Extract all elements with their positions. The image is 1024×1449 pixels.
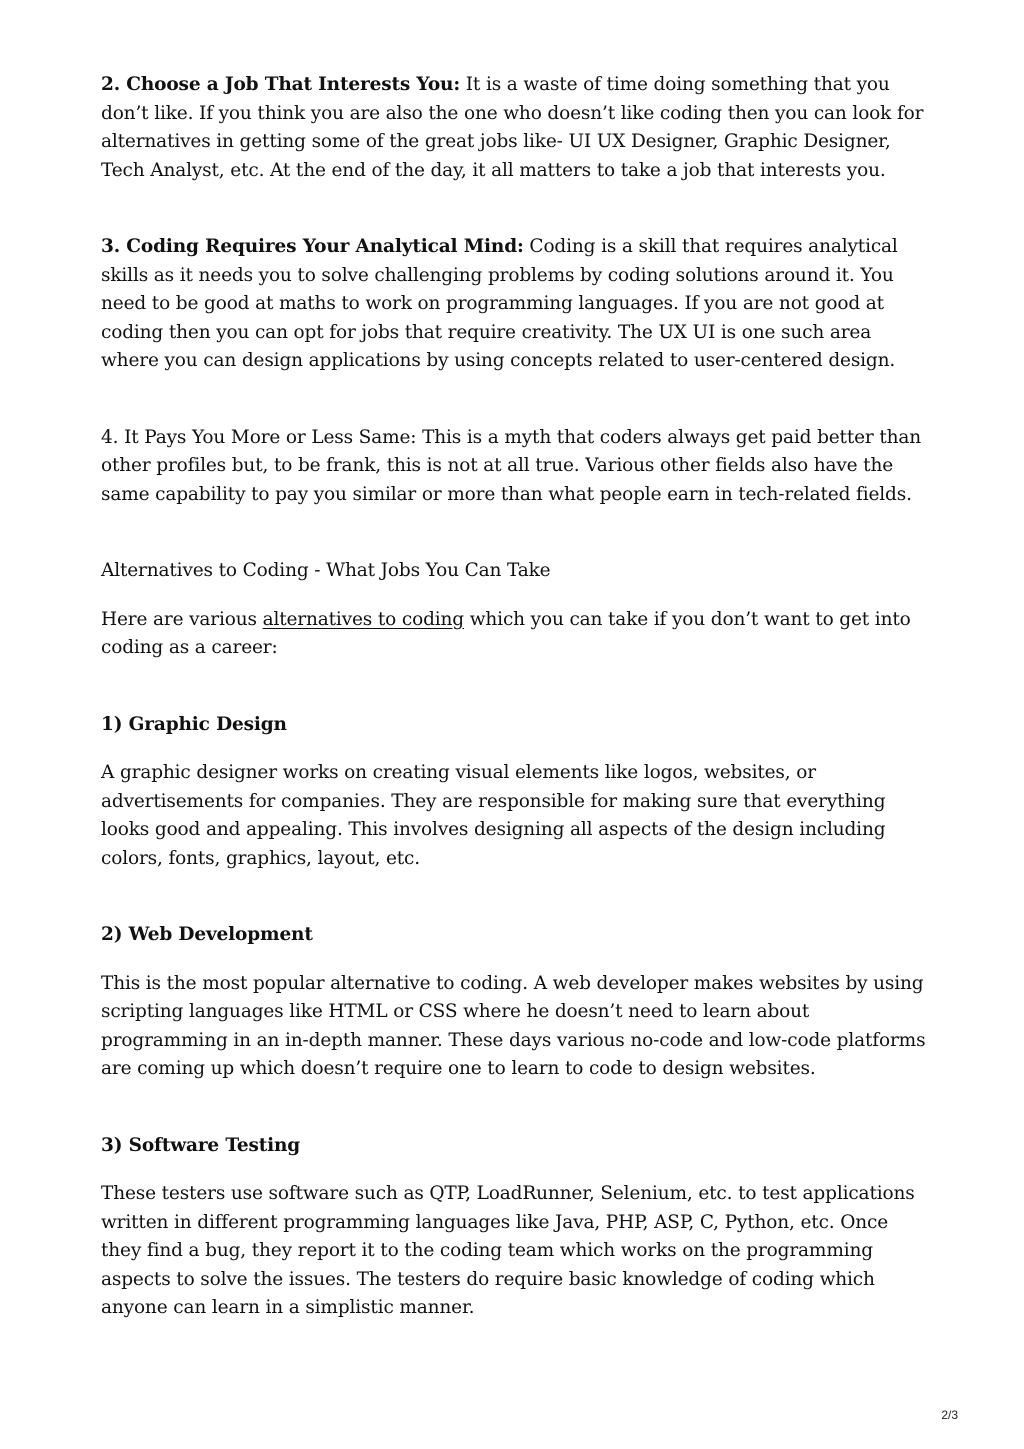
- section-software-testing-title: 3) Software Testing: [101, 1134, 301, 1156]
- intro-before: Here are various: [101, 608, 263, 630]
- alternatives-heading: Alternatives to Coding - What Jobs You Can Take: [101, 560, 551, 581]
- section-software-testing-body: These testers use software such as QTP, LoadRunner, Selenium, etc. to test applications written in different programming languages like Java, PHP, ASP, C, Python, etc. Once they find a bug, they report it to the coding team which works on the programming aspects to solve the issues. The testers do require basic knowledge of coding which anyone can learn in a simplistic manner.: [101, 1183, 915, 1318]
- point-3-body: Coding is a skill that requires analytical skills as it needs you to solve challenging problems by coding solutions around it. You need to be good at maths to work on programming languages. If you are not good at coding then you can opt for jobs that require creativity. The UX UI is one such area where you can design applications by using concepts related to user-centered design.: [101, 236, 898, 371]
- document-page: [101, 71, 931, 1323]
- point-2-body: It is a waste of time doing something that you don’t like. If you think you are also the one who doesn’t like coding then you can look for alternatives in getting some of the great jobs like- UI UX Designer, Graphic Designer, Tech Analyst, etc. At the end of the day, it all matters to take a job that interests you.: [101, 74, 924, 181]
- point-2-paragraph: [101, 71, 931, 185]
- point-3-lead: 3. Coding Requires Your Analytical Mind:: [101, 236, 524, 257]
- section-graphic-design-body: A graphic designer works on creating visual elements like logos, websites, or advertisements for companies. They are responsible for making sure that everything looks good and appealing. This involves designing all aspects of the design including colors, fonts, graphics, layout, etc.: [101, 762, 886, 869]
- section-graphic-design-title: 1) Graphic Design: [101, 713, 287, 735]
- page-number: 2/3: [941, 1408, 958, 1422]
- point-2-lead: 2. Choose a Job That Interests You:: [101, 74, 461, 95]
- section-web-development-title: 2) Web Development: [101, 924, 313, 945]
- point-4-paragraph: 4. It Pays You More or Less Same: This is a myth that coders always get paid better than other profiles but, to be frank, this is not at all true. Various other fields also have the same capability to pay you similar or more than what people earn in tech-related fields.: [101, 426, 922, 505]
- point-3-paragraph: [101, 233, 931, 376]
- alternatives-to-coding-link[interactable]: alternatives to coding: [262, 608, 464, 630]
- alternatives-intro: [101, 606, 931, 663]
- intro-after: which you can take if you don’t want to get into coding as a career:: [101, 608, 911, 658]
- section-web-development-body: This is the most popular alternative to coding. A web developer makes websites by using scripting languages like HTML or CSS where he doesn’t need to learn about programming in an in-depth manner. These days various no-code and low-code platforms are coming up which doesn’t require one to learn to code to design websites.: [101, 972, 926, 1079]
